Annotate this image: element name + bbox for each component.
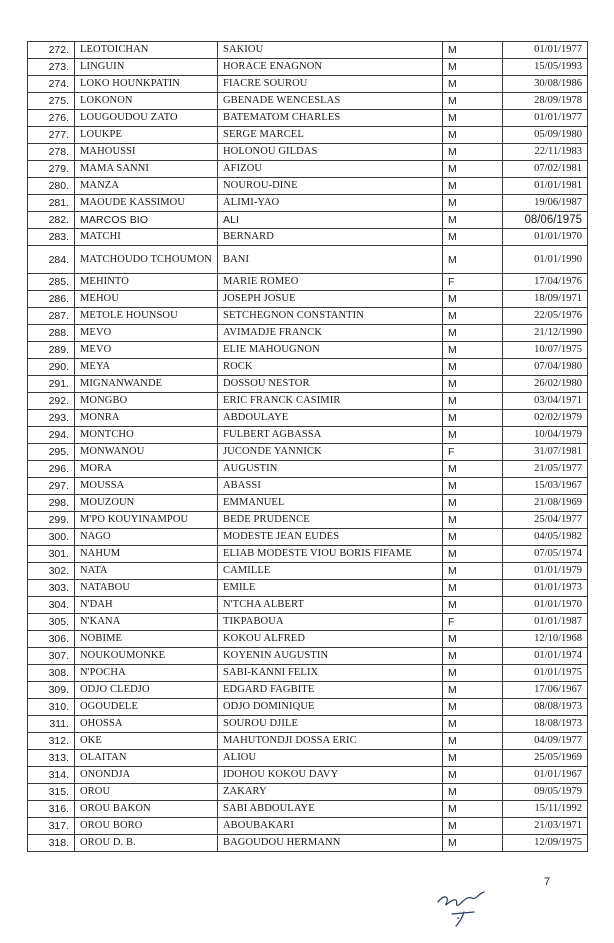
cell-given: SABI ABDOULAYE <box>218 801 443 818</box>
table-row <box>28 614 588 631</box>
cell-num: 279. <box>28 161 75 178</box>
cell-dob: 21/08/1969 <box>503 495 588 512</box>
cell-dob: 01/01/1973 <box>503 580 588 597</box>
cell-dob: 21/05/1977 <box>503 461 588 478</box>
table-row <box>28 682 588 699</box>
cell-surname: OGOUDELE <box>75 699 218 716</box>
roster-table <box>27 41 588 852</box>
cell-sex: M <box>443 699 503 716</box>
cell-num: 280. <box>28 178 75 195</box>
cell-given: ODJO DOMINIQUE <box>218 699 443 716</box>
cell-given: ABOUBAKARI <box>218 818 443 835</box>
table-row <box>28 342 588 359</box>
cell-sex: F <box>443 614 503 631</box>
table-row <box>28 546 588 563</box>
cell-num: 275. <box>28 93 75 110</box>
cell-sex: M <box>443 76 503 93</box>
table-row <box>28 699 588 716</box>
table-row <box>28 478 588 495</box>
table-row <box>28 178 588 195</box>
cell-sex: M <box>443 410 503 427</box>
cell-given: FULBERT AGBASSA <box>218 427 443 444</box>
cell-given: JOSEPH JOSUE <box>218 291 443 308</box>
cell-num: 303. <box>28 580 75 597</box>
cell-surname: MATCHOUDO TCHOUMON <box>75 246 218 274</box>
cell-sex: M <box>443 325 503 342</box>
cell-num: 301. <box>28 546 75 563</box>
cell-dob: 21/12/1990 <box>503 325 588 342</box>
table-row <box>28 229 588 246</box>
table-row <box>28 648 588 665</box>
cell-num: 293. <box>28 410 75 427</box>
page-number: 7 <box>544 876 551 888</box>
cell-surname: MANZA <box>75 178 218 195</box>
cell-num: 294. <box>28 427 75 444</box>
cell-sex: M <box>443 359 503 376</box>
cell-surname: MONWANOU <box>75 444 218 461</box>
cell-dob: 03/04/1971 <box>503 393 588 410</box>
cell-sex: M <box>443 546 503 563</box>
cell-given: BEDE PRUDENCE <box>218 512 443 529</box>
table-row <box>28 161 588 178</box>
cell-given: NOUROU-DINE <box>218 178 443 195</box>
cell-num: 298. <box>28 495 75 512</box>
cell-surname: MAMA SANNI <box>75 161 218 178</box>
cell-sex: M <box>443 733 503 750</box>
cell-sex: M <box>443 597 503 614</box>
cell-surname: LINGUIN <box>75 59 218 76</box>
cell-given: MAHUTONDJI DOSSA ERIC <box>218 733 443 750</box>
cell-surname: LOKONON <box>75 93 218 110</box>
cell-num: 316. <box>28 801 75 818</box>
cell-given: ZAKARY <box>218 784 443 801</box>
cell-given: FIACRE SOUROU <box>218 76 443 93</box>
cell-surname: ONONDJA <box>75 767 218 784</box>
cell-sex: M <box>443 784 503 801</box>
cell-surname: OROU BORO <box>75 818 218 835</box>
table-row <box>28 410 588 427</box>
cell-num: 305. <box>28 614 75 631</box>
cell-num: 311. <box>28 716 75 733</box>
cell-num: 285. <box>28 274 75 291</box>
cell-sex: M <box>443 580 503 597</box>
cell-dob: 17/06/1967 <box>503 682 588 699</box>
cell-surname: M'PO KOUYINAMPOU <box>75 512 218 529</box>
cell-num: 277. <box>28 127 75 144</box>
cell-sex: M <box>443 716 503 733</box>
cell-surname: MEYA <box>75 359 218 376</box>
cell-surname: NATA <box>75 563 218 580</box>
cell-sex: M <box>443 631 503 648</box>
cell-sex: M <box>443 110 503 127</box>
cell-sex: M <box>443 529 503 546</box>
cell-given: BAGOUDOU HERMANN <box>218 835 443 852</box>
cell-surname: NAGO <box>75 529 218 546</box>
cell-num: 310. <box>28 699 75 716</box>
cell-num: 286. <box>28 291 75 308</box>
cell-dob: 01/01/1979 <box>503 563 588 580</box>
cell-num: 297. <box>28 478 75 495</box>
cell-dob: 10/04/1979 <box>503 427 588 444</box>
table-row <box>28 359 588 376</box>
cell-given: ELIAB MODESTE VIOU BORIS FIFAME <box>218 546 443 563</box>
table-row <box>28 512 588 529</box>
cell-sex: M <box>443 512 503 529</box>
cell-sex: M <box>443 665 503 682</box>
cell-sex: M <box>443 246 503 274</box>
cell-dob: 15/05/1993 <box>503 59 588 76</box>
cell-dob: 30/08/1986 <box>503 76 588 93</box>
cell-dob: 21/03/1971 <box>503 818 588 835</box>
cell-surname: NATABOU <box>75 580 218 597</box>
cell-num: 302. <box>28 563 75 580</box>
cell-surname: MEHINTO <box>75 274 218 291</box>
table-row <box>28 246 588 274</box>
cell-given: SABI-KANNI FELIX <box>218 665 443 682</box>
cell-dob: 04/09/1977 <box>503 733 588 750</box>
table-row <box>28 291 588 308</box>
cell-sex: M <box>443 648 503 665</box>
cell-num: 314. <box>28 767 75 784</box>
cell-dob: 22/11/1983 <box>503 144 588 161</box>
cell-num: 272. <box>28 42 75 59</box>
cell-sex: M <box>443 308 503 325</box>
cell-surname: MARCOS BIO <box>75 212 218 229</box>
table-row <box>28 784 588 801</box>
cell-sex: M <box>443 835 503 852</box>
cell-sex: M <box>443 93 503 110</box>
cell-dob: 26/02/1980 <box>503 376 588 393</box>
cell-sex: M <box>443 801 503 818</box>
cell-sex: M <box>443 478 503 495</box>
cell-sex: M <box>443 195 503 212</box>
cell-dob: 28/09/1978 <box>503 93 588 110</box>
cell-num: 274. <box>28 76 75 93</box>
cell-dob: 12/09/1975 <box>503 835 588 852</box>
cell-sex: M <box>443 427 503 444</box>
cell-surname: MOUZOUN <box>75 495 218 512</box>
table-row <box>28 212 588 229</box>
cell-given: IDOHOU KOKOU DAVY <box>218 767 443 784</box>
cell-surname: LOUKPE <box>75 127 218 144</box>
cell-surname: N'DAH <box>75 597 218 614</box>
cell-sex: M <box>443 291 503 308</box>
cell-given: EMILE <box>218 580 443 597</box>
cell-sex: M <box>443 42 503 59</box>
cell-dob: 01/01/1990 <box>503 246 588 274</box>
cell-sex: M <box>443 161 503 178</box>
cell-dob: 15/11/1992 <box>503 801 588 818</box>
cell-given: KOYENIN AUGUSTIN <box>218 648 443 665</box>
cell-num: 312. <box>28 733 75 750</box>
cell-given: SERGE MARCEL <box>218 127 443 144</box>
table-row <box>28 580 588 597</box>
cell-sex: M <box>443 229 503 246</box>
cell-surname: MOUSSA <box>75 478 218 495</box>
cell-surname: MAHOUSSI <box>75 144 218 161</box>
table-row <box>28 308 588 325</box>
table-row <box>28 393 588 410</box>
cell-dob: 01/01/1970 <box>503 229 588 246</box>
cell-num: 282. <box>28 212 75 229</box>
cell-given: CAMILLE <box>218 563 443 580</box>
table-row <box>28 495 588 512</box>
cell-given: AVIMADJE FRANCK <box>218 325 443 342</box>
cell-sex: M <box>443 818 503 835</box>
cell-given: HORACE ENAGNON <box>218 59 443 76</box>
roster-body <box>28 42 588 852</box>
table-row <box>28 767 588 784</box>
cell-surname: METOLE HOUNSOU <box>75 308 218 325</box>
cell-num: 295. <box>28 444 75 461</box>
cell-dob: 02/02/1979 <box>503 410 588 427</box>
cell-dob: 01/01/1981 <box>503 178 588 195</box>
cell-num: 291. <box>28 376 75 393</box>
cell-num: 313. <box>28 750 75 767</box>
cell-sex: M <box>443 682 503 699</box>
cell-num: 276. <box>28 110 75 127</box>
table-row <box>28 427 588 444</box>
cell-given: SETCHEGNON CONSTANTIN <box>218 308 443 325</box>
cell-num: 283. <box>28 229 75 246</box>
cell-surname: MIGNANWANDE <box>75 376 218 393</box>
cell-surname: LEOTOICHAN <box>75 42 218 59</box>
table-row <box>28 59 588 76</box>
table-row <box>28 529 588 546</box>
cell-dob: 22/05/1976 <box>503 308 588 325</box>
cell-num: 281. <box>28 195 75 212</box>
cell-dob: 01/01/1970 <box>503 597 588 614</box>
cell-num: 304. <box>28 597 75 614</box>
cell-dob: 31/07/1981 <box>503 444 588 461</box>
cell-sex: M <box>443 750 503 767</box>
cell-surname: NOBIME <box>75 631 218 648</box>
table-row <box>28 444 588 461</box>
cell-num: 284. <box>28 246 75 274</box>
cell-dob: 09/05/1979 <box>503 784 588 801</box>
cell-sex: F <box>443 444 503 461</box>
table-row <box>28 733 588 750</box>
cell-given: ALI <box>218 212 443 229</box>
table-row <box>28 144 588 161</box>
cell-surname: MATCHI <box>75 229 218 246</box>
cell-dob: 01/01/1974 <box>503 648 588 665</box>
cell-sex: M <box>443 767 503 784</box>
cell-given: ROCK <box>218 359 443 376</box>
table-row <box>28 195 588 212</box>
cell-dob: 01/01/1977 <box>503 42 588 59</box>
cell-dob: 05/09/1980 <box>503 127 588 144</box>
cell-given: TIKPABOUA <box>218 614 443 631</box>
cell-surname: MORA <box>75 461 218 478</box>
cell-sex: M <box>443 178 503 195</box>
cell-given: JUCONDE YANNICK <box>218 444 443 461</box>
cell-given: HOLONOU GILDAS <box>218 144 443 161</box>
cell-num: 287. <box>28 308 75 325</box>
cell-surname: LOKO HOUNKPATIN <box>75 76 218 93</box>
cell-num: 309. <box>28 682 75 699</box>
cell-given: ELIE MAHOUGNON <box>218 342 443 359</box>
cell-surname: N'POCHA <box>75 665 218 682</box>
cell-given: MODESTE JEAN EUDES <box>218 529 443 546</box>
cell-sex: M <box>443 342 503 359</box>
cell-given: EDGARD FAGBITE <box>218 682 443 699</box>
cell-dob: 25/04/1977 <box>503 512 588 529</box>
table-row <box>28 716 588 733</box>
cell-sex: M <box>443 376 503 393</box>
cell-num: 288. <box>28 325 75 342</box>
table-row <box>28 818 588 835</box>
cell-num: 290. <box>28 359 75 376</box>
cell-given: SAKIOU <box>218 42 443 59</box>
cell-given: ABDOULAYE <box>218 410 443 427</box>
cell-surname: OROU D. B. <box>75 835 218 852</box>
table-row <box>28 376 588 393</box>
cell-given: ALIMI-YAO <box>218 195 443 212</box>
cell-surname: OROU BAKON <box>75 801 218 818</box>
cell-given: MARIE ROMEO <box>218 274 443 291</box>
cell-sex: M <box>443 144 503 161</box>
cell-surname: MEVO <box>75 342 218 359</box>
table-row <box>28 127 588 144</box>
table-row <box>28 563 588 580</box>
cell-dob: 01/01/1975 <box>503 665 588 682</box>
cell-dob: 04/05/1982 <box>503 529 588 546</box>
cell-surname: ODJO CLEDJO <box>75 682 218 699</box>
cell-num: 299. <box>28 512 75 529</box>
cell-num: 315. <box>28 784 75 801</box>
cell-dob: 08/08/1973 <box>503 699 588 716</box>
cell-surname: MONTCHO <box>75 427 218 444</box>
cell-sex: M <box>443 127 503 144</box>
cell-given: GBENADE WENCESLAS <box>218 93 443 110</box>
cell-num: 292. <box>28 393 75 410</box>
table-row <box>28 76 588 93</box>
cell-num: 308. <box>28 665 75 682</box>
table-row <box>28 93 588 110</box>
signature-initials <box>434 888 492 928</box>
table-row <box>28 801 588 818</box>
table-row <box>28 325 588 342</box>
cell-dob: 01/01/1977 <box>503 110 588 127</box>
cell-sex: F <box>443 274 503 291</box>
cell-dob: 19/06/1987 <box>503 195 588 212</box>
cell-surname: OKE <box>75 733 218 750</box>
cell-sex: M <box>443 563 503 580</box>
cell-sex: M <box>443 495 503 512</box>
cell-surname: OHOSSA <box>75 716 218 733</box>
cell-num: 289. <box>28 342 75 359</box>
table-row <box>28 665 588 682</box>
cell-given: EMMANUEL <box>218 495 443 512</box>
cell-num: 317. <box>28 818 75 835</box>
cell-dob: 07/02/1981 <box>503 161 588 178</box>
cell-surname: MONRA <box>75 410 218 427</box>
table-row <box>28 461 588 478</box>
cell-surname: LOUGOUDOU ZATO <box>75 110 218 127</box>
cell-dob: 15/03/1967 <box>503 478 588 495</box>
cell-sex: M <box>443 59 503 76</box>
cell-surname: MONGBO <box>75 393 218 410</box>
cell-given: BERNARD <box>218 229 443 246</box>
cell-surname: NOUKOUMONKE <box>75 648 218 665</box>
cell-num: 300. <box>28 529 75 546</box>
table-row <box>28 274 588 291</box>
cell-given: BANI <box>218 246 443 274</box>
cell-sex: M <box>443 393 503 410</box>
cell-dob: 01/01/1967 <box>503 767 588 784</box>
cell-dob: 17/04/1976 <box>503 274 588 291</box>
table-row <box>28 835 588 852</box>
cell-dob: 07/05/1974 <box>503 546 588 563</box>
cell-given: N'TCHA ALBERT <box>218 597 443 614</box>
cell-given: AFIZOU <box>218 161 443 178</box>
cell-num: 307. <box>28 648 75 665</box>
cell-dob: 25/05/1969 <box>503 750 588 767</box>
table-row <box>28 750 588 767</box>
table-row <box>28 110 588 127</box>
cell-dob: 01/01/1987 <box>503 614 588 631</box>
cell-given: BATEMATOM CHARLES <box>218 110 443 127</box>
cell-dob: 07/04/1980 <box>503 359 588 376</box>
cell-sex: M <box>443 212 503 229</box>
cell-surname: OROU <box>75 784 218 801</box>
table-row <box>28 631 588 648</box>
cell-given: ERIC FRANCK CASIMIR <box>218 393 443 410</box>
cell-num: 278. <box>28 144 75 161</box>
cell-sex: M <box>443 461 503 478</box>
cell-num: 296. <box>28 461 75 478</box>
cell-num: 318. <box>28 835 75 852</box>
table-row <box>28 42 588 59</box>
cell-surname: N'KANA <box>75 614 218 631</box>
cell-surname: MAOUDE KASSIMOU <box>75 195 218 212</box>
cell-num: 273. <box>28 59 75 76</box>
cell-given: AUGUSTIN <box>218 461 443 478</box>
cell-surname: MEVO <box>75 325 218 342</box>
cell-dob: 18/09/1971 <box>503 291 588 308</box>
cell-surname: MEHOU <box>75 291 218 308</box>
table-row <box>28 597 588 614</box>
cell-dob: 12/10/1968 <box>503 631 588 648</box>
cell-dob: 10/07/1975 <box>503 342 588 359</box>
cell-given: ABASSI <box>218 478 443 495</box>
cell-dob: 18/08/1973 <box>503 716 588 733</box>
cell-given: ALIOU <box>218 750 443 767</box>
cell-given: DOSSOU NESTOR <box>218 376 443 393</box>
cell-surname: OLAITAN <box>75 750 218 767</box>
cell-given: KOKOU ALFRED <box>218 631 443 648</box>
cell-given: SOUROU DJILE <box>218 716 443 733</box>
cell-num: 306. <box>28 631 75 648</box>
cell-dob: 08/06/1975 <box>503 212 588 229</box>
cell-surname: NAHUM <box>75 546 218 563</box>
